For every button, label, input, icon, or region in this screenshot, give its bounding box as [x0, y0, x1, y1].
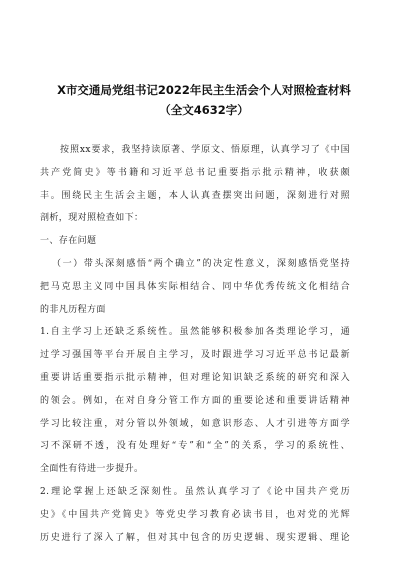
body-line: 习不深研不透，没有处理好“专”和“全”的关系，学习的系统性、: [40, 441, 350, 452]
body-line: 历史进行了深入了解，但对其中包含的历史逻辑、现实逻辑、理论: [40, 532, 350, 543]
subsection-heading: （一）带头深刻感悟“两个确立”的决定性意义，深刻感悟党坚持: [52, 258, 350, 269]
body-line: 全面性有待进一步提升。: [40, 464, 144, 475]
document-word-count: （全文4632字）: [159, 103, 249, 117]
body-line: 1.自主学习上还缺乏系统性。虽然能够积极参加各类理论学习，通: [40, 327, 350, 338]
body-line: 的领会。例如，在对自身分管工作方面的重要论述和重要讲话精神: [40, 395, 350, 406]
body-line: 学习比较注重，对分管以外领域，如意识形态、人才引进等方面学: [40, 418, 350, 429]
body-line: 过学习强国等平台开展自主学习，及时跟进学习习近平总书记最新: [40, 350, 350, 361]
body-line: 把马克思主义同中国具体实际相结合、同中华优秀传统文化相结合: [40, 281, 350, 292]
section-heading: 一、存在问题: [40, 236, 97, 247]
body-line: 史》《中国共产党简史》等党史学习教育必读书目，也对党的光辉: [40, 509, 350, 520]
body-line: 按照xx要求，我坚持读原著、学原文、悟原理，认真学习了《中国: [60, 145, 350, 155]
document-title: X市交通局党组书记2022年民主生活会个人对照检查材料: [57, 83, 351, 97]
body-line: 2.理论掌握上还缺乏深刻性。虽然认真学习了《论中国共产党历: [40, 486, 350, 497]
body-line: 共产党简史》等书籍和习近平总书记重要指示批示精神，收获颇: [40, 167, 350, 178]
body-line: 重要讲话重要指示批示精神，但对理论知识缺乏系统的研究和深入: [40, 372, 350, 383]
body-line: 丰。围绕民主生活会主题，本人认真查摆突出问题，深刻进行对照: [40, 190, 350, 201]
body-line: 的非凡历程方面: [40, 304, 106, 315]
document-body: [40, 139, 350, 549]
body-line: 剖析，现对照检查如下：: [40, 213, 144, 224]
